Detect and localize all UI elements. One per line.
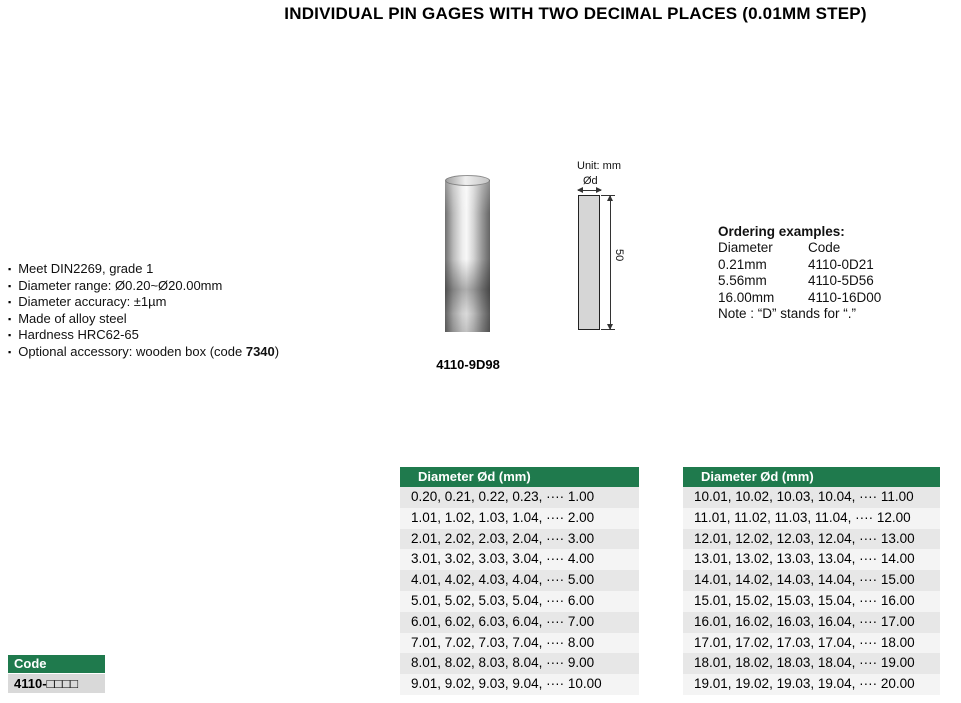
ordering-row: [718, 290, 956, 306]
diameter-dimension-line: [578, 190, 601, 191]
feature-text: Optional accessory: wooden box (code: [18, 343, 246, 359]
feature-item: ▪ Diameter accuracy: ±1µm: [8, 294, 398, 311]
code-value: 4110-□□□□: [8, 674, 105, 693]
table-row: 3.01, 3.02, 3.03, 3.04, ···· 4.00: [400, 549, 639, 570]
table-row: 4.01, 4.02, 4.03, 4.04, ···· 5.00: [400, 570, 639, 591]
length-dimension-line: [610, 196, 611, 329]
diameter-table-2: [683, 467, 940, 695]
pin-body: [445, 180, 490, 332]
table-header: Diameter Ød (mm): [683, 467, 940, 487]
pin-model-caption: 4110-9D98: [436, 357, 500, 372]
ordering-row-cell: 5.56mm: [718, 273, 767, 289]
length-dim-label: 50: [613, 249, 625, 262]
diameter-table-1: [400, 467, 639, 695]
pin-gage-photo: [445, 180, 490, 332]
ordering-row-cell: 16.00mm: [718, 289, 775, 305]
table-row: 1.01, 1.02, 1.03, 1.04, ···· 2.00: [400, 508, 639, 529]
table-row: 12.01, 12.02, 12.03, 12.04, ···· 13.00: [683, 529, 940, 550]
ordering-row: [718, 257, 956, 273]
feature-item: ▪ Diameter range: Ø0.20~Ø20.00mm: [8, 278, 398, 295]
table-row: 6.01, 6.02, 6.03, 6.04, ···· 7.00: [400, 612, 639, 633]
diameter-dim-label: Ød: [583, 175, 598, 187]
table-row: 19.01, 19.02, 19.03, 19.04, ···· 20.00: [683, 674, 940, 695]
table-row: 15.01, 15.02, 15.03, 15.04, ···· 16.00: [683, 591, 940, 612]
feature-list: [8, 261, 398, 361]
ordering-row-cell: 4110-0D21: [808, 256, 874, 272]
table-body: [683, 487, 940, 695]
table-row: 13.01, 13.02, 13.03, 13.04, ···· 14.00: [683, 549, 940, 570]
ordering-rows: [718, 257, 956, 306]
feature-item: ▪ Hardness HRC62-65: [8, 327, 398, 344]
table-body: [400, 487, 639, 695]
feature-text: ): [274, 343, 280, 359]
table-header: Diameter Ød (mm): [400, 467, 639, 487]
table-row: 0.20, 0.21, 0.22, 0.23, ···· 1.00: [400, 487, 639, 508]
table-row: 14.01, 14.02, 14.03, 14.04, ···· 15.00: [683, 570, 940, 591]
table-row: 16.01, 16.02, 16.03, 16.04, ···· 17.00: [683, 612, 940, 633]
ordering-row-cell: 4110-16D00: [808, 289, 882, 305]
ordering-col-code: Code: [808, 240, 841, 256]
ordering-examples: [718, 224, 956, 322]
code-label: Code: [8, 655, 105, 673]
feature-item: [8, 344, 398, 361]
pin-outline-drawing: [578, 195, 600, 330]
table-row: 10.01, 10.02, 10.03, 10.04, ···· 11.00: [683, 487, 940, 508]
feature-bold-code: 7340: [245, 343, 275, 359]
table-row: 11.01, 11.02, 11.03, 11.04, ···· 12.00: [683, 508, 940, 529]
table-row: 5.01, 5.02, 5.03, 5.04, ···· 6.00: [400, 591, 639, 612]
ordering-row-cell: 4110-5D56: [808, 273, 874, 289]
table-row: 9.01, 9.02, 9.03, 9.04, ···· 10.00: [400, 674, 639, 695]
ordering-title: Ordering examples:: [718, 224, 845, 239]
code-block: [8, 655, 105, 693]
ordering-row: [718, 273, 956, 289]
feature-item: ▪ Made of alloy steel: [8, 311, 398, 328]
table-row: 18.01, 18.02, 18.03, 18.04, ···· 19.00: [683, 653, 940, 674]
feature-items: [8, 261, 398, 344]
table-row: 7.01, 7.02, 7.03, 7.04, ···· 8.00: [400, 633, 639, 654]
ordering-row-cell: 0.21mm: [718, 256, 767, 272]
feature-item: ▪ Meet DIN2269, grade 1: [8, 261, 398, 278]
table-row: 17.01, 17.02, 17.03, 17.04, ···· 18.00: [683, 633, 940, 654]
ordering-header-row: [718, 240, 956, 256]
table-row: 2.01, 2.02, 2.03, 2.04, ···· 3.00: [400, 529, 639, 550]
ordering-col-diameter: Diameter: [718, 240, 773, 256]
table-row: 8.01, 8.02, 8.03, 8.04, ···· 9.00: [400, 653, 639, 674]
unit-label: Unit: mm: [577, 160, 621, 172]
pin-top-cap: [445, 175, 490, 186]
ordering-note: Note : “D” stands for “.”: [718, 306, 857, 322]
page-title: INDIVIDUAL PIN GAGES WITH TWO DECIMAL PLACES (0.01MM STEP): [284, 4, 867, 23]
